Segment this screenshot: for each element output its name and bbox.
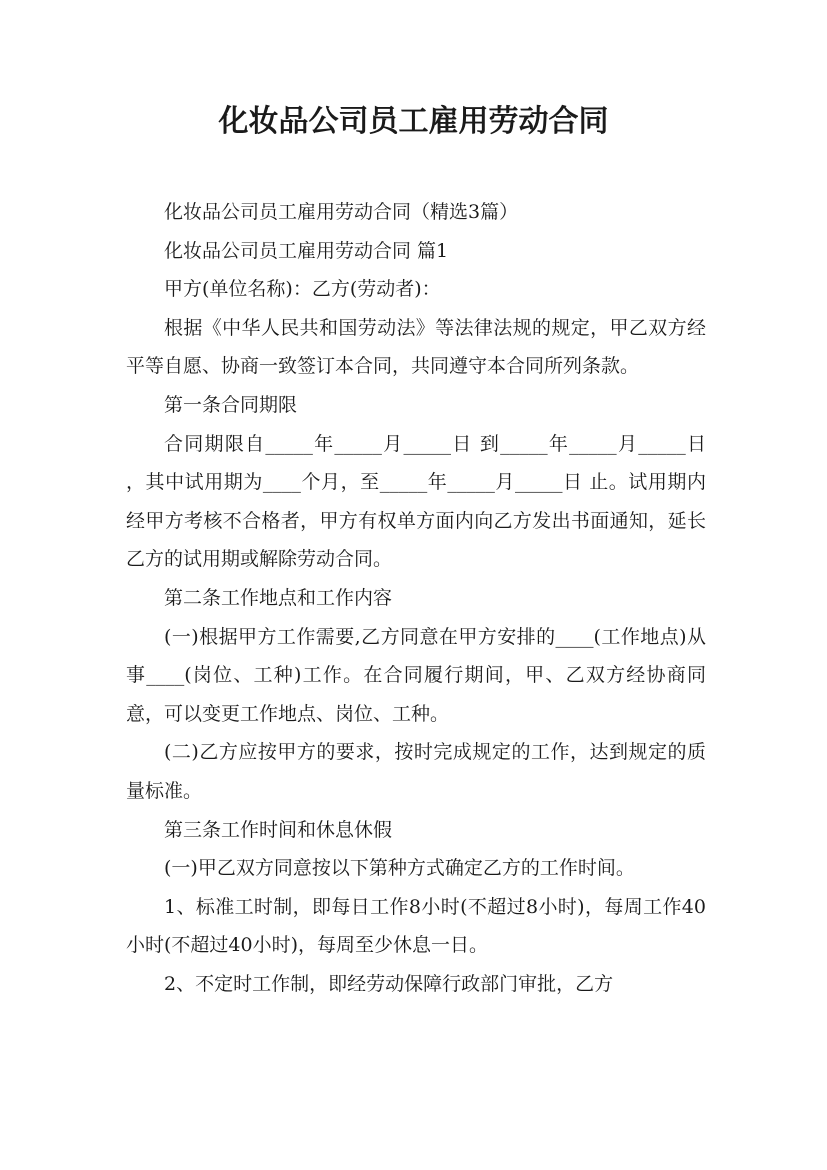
article-heading-2: 第二条工作地点和工作内容: [164, 586, 393, 609]
document-body: [126, 193, 706, 1003]
paragraph-hours-intro: (一)甲乙双方同意按以下第种方式确定乙方的工作时间。: [164, 857, 635, 880]
paragraph-section-heading: 化妆品公司员工雇用劳动合同 篇1: [164, 239, 449, 262]
paragraph-duties: (二)乙方应按甲方的要求，按时完成规定的工作，达到规定的质量标准。: [126, 741, 706, 802]
paragraph-term: 合同期限自_____年_____月_____日 到_____年_____月_____日 ，其中试用期为____个月，至_____年_____月_____日 止。试用期内经甲方考核不合格者，甲方有权单方面内向乙方发出书面通知，延长乙方的试用期或解除劳动合同。: [126, 432, 706, 571]
paragraph-flexible-hours: 2、不定时工作制，即经劳动保障行政部门审批，乙方: [164, 972, 614, 995]
article-heading-1: 第一条合同期限: [164, 393, 298, 416]
paragraph-parties: 甲方(单位名称)：乙方(劳动者)：: [164, 278, 441, 301]
paragraph-standard-hours: 1、标准工时制，即每日工作8小时(不超过8小时)，每周工作40小时(不超过40小时)，每周至少休息一日。: [126, 895, 706, 957]
paragraph-workplace: (一)根据甲方工作需要,乙方同意在甲方安排的____(工作地点)从事____(岗位、工种)工作。在合同履行期间，甲、乙双方经协商同意，可以变更工作地点、岗位、工种。: [126, 625, 706, 725]
document-title: 化妆品公司员工雇用劳动合同: [218, 104, 609, 139]
article-heading-3: 第三条工作时间和休息休假: [164, 818, 393, 841]
paragraph-subtitle: 化妆品公司员工雇用劳动合同（精选3篇）: [164, 201, 519, 223]
paragraph-preamble: 根据《中华人民共和国劳动法》等法律法规的规定，甲乙双方经平等自愿、协商一致签订本合同，共同遵守本合同所列条款。: [126, 316, 706, 378]
